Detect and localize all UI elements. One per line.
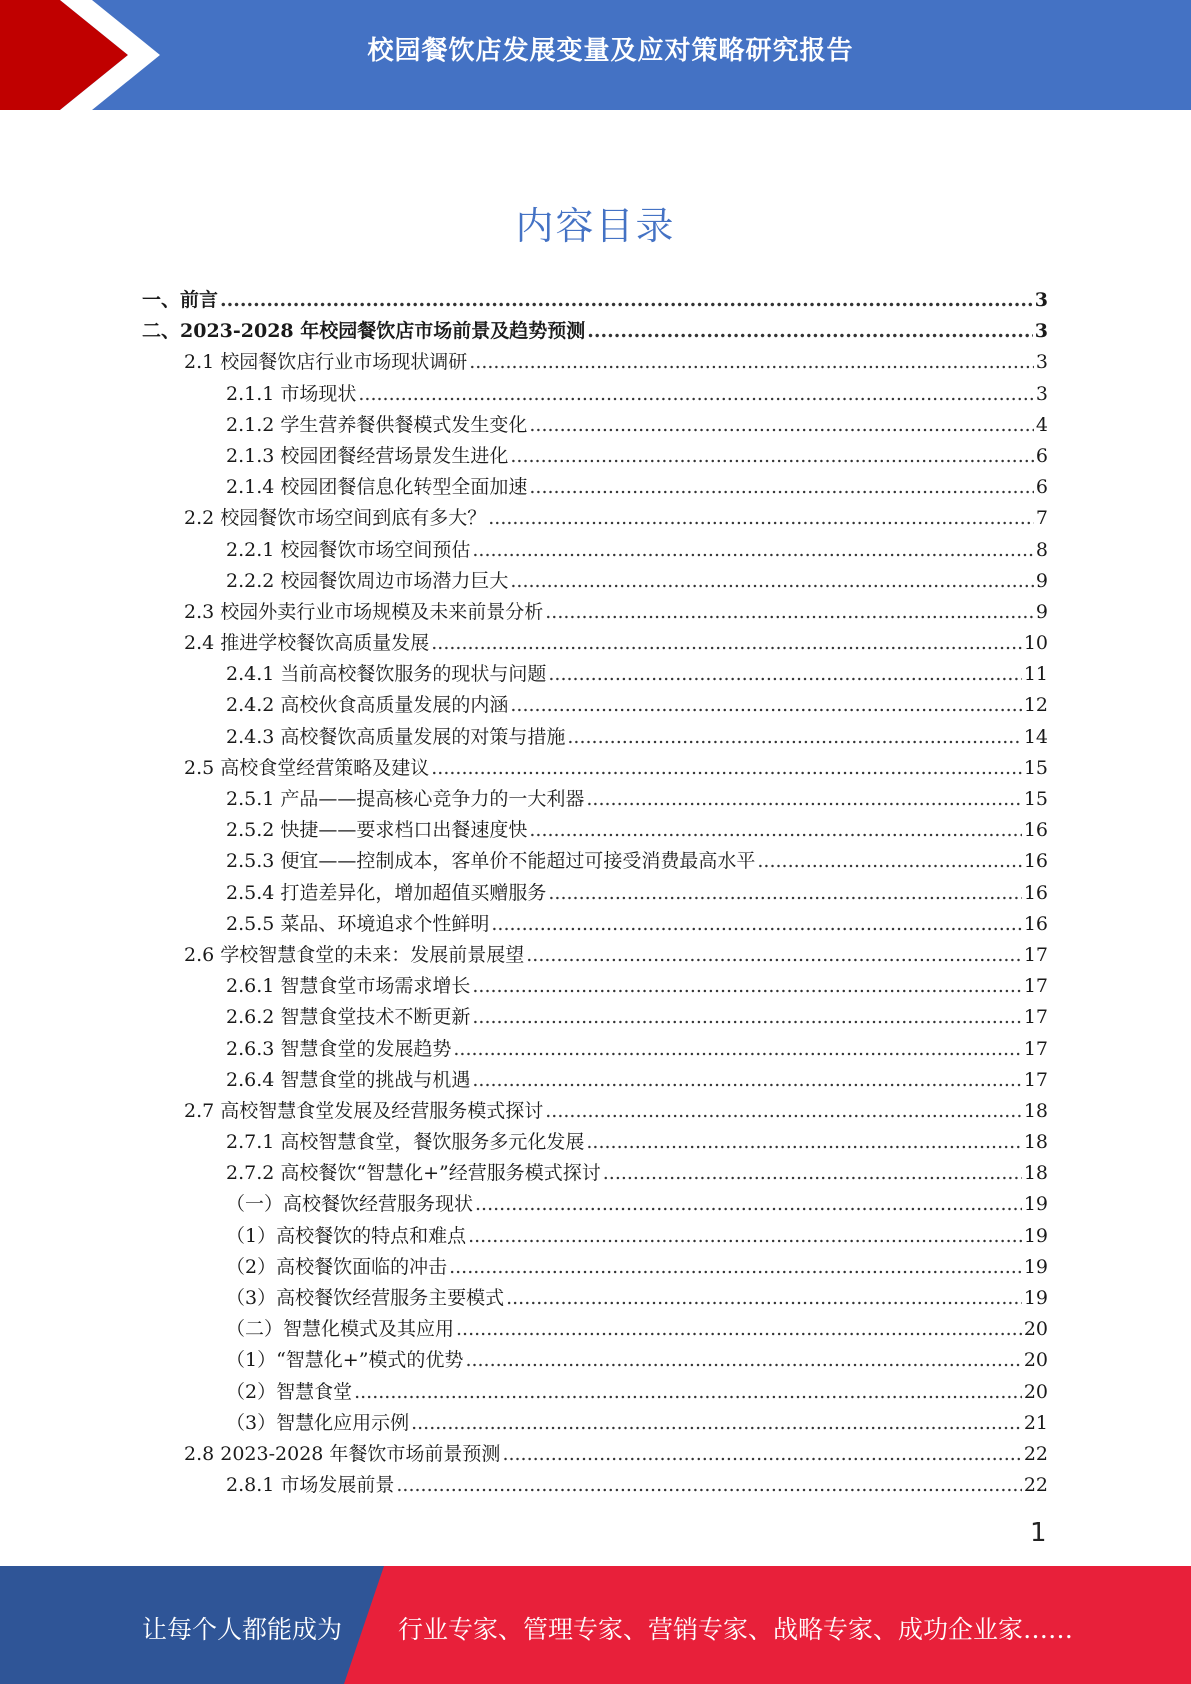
toc-entry-title: 2.1.3 校园团餐经营场景发生进化 (226, 444, 509, 467)
toc-entry-page: 20 (1023, 1318, 1048, 1341)
toc-dot-leader (472, 1069, 1021, 1091)
toc-entry-title: 2.1.1 市场现状 (226, 382, 357, 405)
toc-entry-page: 6 (1035, 444, 1048, 467)
toc-dot-leader (506, 1287, 1022, 1309)
toc-entry-page: 4 (1035, 413, 1048, 436)
toc-entry-page: 21 (1023, 1411, 1048, 1434)
toc-entry-title: 2.4 推进学校餐饮高质量发展 (184, 632, 430, 655)
toc-entry-title: 2.1.2 学生营养餐供餐模式发生变化 (226, 413, 528, 436)
toc-entry-page: 3 (1035, 382, 1048, 405)
toc-entry-page: 12 (1023, 694, 1048, 717)
toc-entry-title: 2.1 校园餐饮店行业市场现状调研 (184, 351, 468, 374)
toc-entry[interactable] (142, 909, 1048, 940)
toc-entry-title: 2.7.2 高校餐饮“智慧化+”经营服务模式探讨 (226, 1162, 601, 1185)
toc-dot-leader (220, 289, 1033, 311)
toc-entry-title: 2.4.3 高校餐饮高质量发展的对策与措施 (226, 725, 566, 748)
toc-dot-leader (396, 1474, 1021, 1496)
toc-entry[interactable] (142, 410, 1048, 441)
toc-entry-page: 17 (1023, 975, 1048, 998)
toc-entry-title: 2.5.3 便宜——控制成本，客单价不能超过可接受消费最高水平 (226, 850, 756, 873)
toc-entry-page: 3 (1035, 351, 1048, 374)
toc-entry[interactable] (142, 1189, 1048, 1220)
toc-dot-leader (449, 1256, 1022, 1278)
toc-entry[interactable] (142, 1096, 1048, 1127)
toc-dot-leader (468, 1225, 1022, 1247)
toc-entry-page: 18 (1023, 1099, 1048, 1122)
toc-entry-page: 16 (1023, 819, 1048, 842)
toc-entry-page: 19 (1023, 1255, 1048, 1278)
toc-entry-page: 10 (1023, 632, 1048, 655)
toc-entry[interactable] (142, 379, 1048, 410)
toc-entry-title: 2.6.2 智慧食堂技术不断更新 (226, 1006, 471, 1029)
toc-dot-leader (475, 1193, 1022, 1215)
toc-entry-page: 19 (1023, 1287, 1048, 1309)
toc-entry-page: 9 (1035, 569, 1048, 592)
toc-entry-title: 2.6.1 智慧食堂市场需求增长 (226, 975, 471, 998)
toc-entry[interactable] (142, 1345, 1048, 1376)
toc-dot-leader (510, 570, 1034, 592)
toc-entry-page: 8 (1035, 538, 1048, 561)
footer-slogan-right: 行业专家、管理专家、营销专家、战略专家、成功企业家…… (398, 1615, 1074, 1644)
toc-dot-leader (586, 788, 1021, 810)
toc-entry-title: 2.6 学校智慧食堂的未来：发展前景展望 (184, 943, 525, 966)
toc-entry[interactable] (142, 1065, 1048, 1096)
toc-entry-title: 2.6.4 智慧食堂的挑战与机遇 (226, 1068, 471, 1091)
toc-entry[interactable] (142, 316, 1048, 347)
footer-slogan-left: 让每个人都能成为 (142, 1615, 343, 1644)
toc-entry-page: 16 (1023, 912, 1048, 935)
toc-dot-leader (529, 819, 1021, 841)
toc-entry[interactable] (142, 1002, 1048, 1033)
toc-entry-page: 17 (1023, 1006, 1048, 1029)
toc-dot-leader (603, 1162, 1022, 1184)
toc-entry-title: 2.2 校园餐饮市场空间到底有多大？ (184, 507, 487, 530)
toc-entry[interactable] (142, 846, 1048, 877)
toc-entry-page: 22 (1023, 1442, 1048, 1465)
toc-entry[interactable] (142, 1252, 1048, 1283)
toc-entry-title: 2.4.2 高校伙食高质量发展的内涵 (226, 694, 509, 717)
toc-entry-title: （3）智慧化应用示例 (226, 1411, 410, 1434)
toc-entry[interactable] (142, 347, 1048, 378)
toc-dot-leader (456, 1318, 1022, 1340)
toc-dot-leader (472, 539, 1034, 561)
toc-entry-page: 17 (1023, 943, 1048, 966)
toc-entry-page: 14 (1023, 725, 1048, 748)
toc-entry[interactable] (142, 597, 1048, 628)
toc-entry[interactable] (142, 971, 1048, 1002)
toc-dot-leader (545, 1100, 1022, 1122)
toc-dot-leader (526, 944, 1022, 966)
toc-entry-title: 2.8 2023-2028 年餐饮市场前景预测 (184, 1442, 501, 1465)
toc-entry[interactable] (142, 566, 1048, 597)
toc-entry[interactable] (142, 1377, 1048, 1408)
toc-entry-title: 2.2.2 校园餐饮周边市场潜力巨大 (226, 569, 509, 592)
toc-entry[interactable] (142, 1470, 1048, 1501)
toc-dot-leader (354, 1381, 1022, 1403)
toc-dot-leader (431, 632, 1022, 654)
toc-entry[interactable] (142, 722, 1048, 753)
toc-entry-title: 二、2023-2028 年校园餐饮店市场前景及趋势预测 (142, 320, 586, 343)
toc-entry-title: 2.7 高校智慧食堂发展及经营服务模式探讨 (184, 1099, 544, 1122)
toc-dot-leader (491, 913, 1021, 935)
toc-entry-title: 2.5.1 产品——提高核心竞争力的一大利器 (226, 788, 585, 810)
table-of-contents (142, 285, 1048, 1501)
toc-entry-page: 20 (1023, 1380, 1048, 1403)
toc-entry[interactable] (142, 1034, 1048, 1065)
toc-dot-leader (529, 476, 1034, 498)
toc-dot-leader (510, 445, 1034, 467)
toc-dot-leader (358, 383, 1034, 405)
toc-dot-leader (472, 975, 1021, 997)
toc-entry-title: 2.8.1 市场发展前景 (226, 1474, 395, 1497)
toc-entry[interactable] (142, 1408, 1048, 1439)
toc-entry[interactable] (142, 285, 1048, 316)
toc-entry-page: 15 (1023, 756, 1048, 779)
toc-entry[interactable] (142, 659, 1048, 690)
toc-title: 内容目录 (515, 204, 676, 248)
toc-entry[interactable] (142, 1158, 1048, 1189)
toc-entry-page: 7 (1035, 507, 1048, 530)
page-footer (0, 1566, 1191, 1684)
toc-entry-title: （3）高校餐饮经营服务主要模式 (226, 1287, 505, 1309)
toc-dot-leader (548, 882, 1021, 904)
toc-dot-leader (411, 1412, 1022, 1434)
toc-entry-title: 2.3 校园外卖行业市场规模及未来前景分析 (184, 600, 544, 623)
toc-entry[interactable] (142, 940, 1048, 971)
toc-entry-page: 18 (1023, 1162, 1048, 1185)
toc-dot-leader (548, 663, 1021, 685)
toc-entry-title: （一）高校餐饮经营服务现状 (226, 1193, 474, 1216)
toc-entry-page: 9 (1035, 600, 1048, 623)
header-title: 校园餐饮店发展变量及应对策略研究报告 (367, 36, 854, 66)
toc-entry-page: 16 (1023, 850, 1048, 873)
toc-entry[interactable] (142, 503, 1048, 534)
toc-entry[interactable] (142, 472, 1048, 503)
toc-entry[interactable] (142, 1283, 1048, 1314)
toc-entry[interactable] (142, 753, 1048, 784)
toc-entry[interactable] (142, 1439, 1048, 1470)
toc-entry-page: 16 (1023, 881, 1048, 904)
toc-entry-page: 3 (1034, 289, 1048, 311)
toc-entry-page: 22 (1023, 1474, 1048, 1497)
toc-entry-title: 2.6.3 智慧食堂的发展趋势 (226, 1037, 452, 1060)
toc-entry-page: 15 (1023, 788, 1048, 810)
toc-entry-title: （1）高校餐饮的特点和难点 (226, 1224, 467, 1247)
toc-dot-leader (529, 414, 1034, 436)
toc-entry-page: 17 (1023, 1037, 1048, 1060)
toc-entry-page: 19 (1023, 1224, 1048, 1247)
toc-entry[interactable] (142, 535, 1048, 566)
toc-dot-leader (488, 507, 1034, 529)
toc-entry[interactable] (142, 628, 1048, 659)
toc-entry-page: 17 (1023, 1068, 1048, 1091)
toc-dot-leader (545, 601, 1034, 623)
toc-entry-title: 2.2.1 校园餐饮市场空间预估 (226, 538, 471, 561)
page-header (0, 0, 1191, 110)
toc-entry[interactable] (142, 1314, 1048, 1345)
toc-entry-title: 2.5 高校食堂经营策略及建议 (184, 756, 430, 779)
toc-entry[interactable] (142, 1127, 1048, 1158)
toc-dot-leader (431, 757, 1022, 779)
toc-entry-title: （2）高校餐饮面临的冲击 (226, 1255, 448, 1278)
toc-entry-title: 2.4.1 当前高校餐饮服务的现状与问题 (226, 663, 547, 686)
toc-entry-page: 18 (1023, 1131, 1048, 1154)
toc-dot-leader (502, 1443, 1021, 1465)
toc-dot-leader (587, 320, 1033, 342)
toc-entry[interactable] (142, 815, 1048, 846)
toc-entry-title: 2.5.5 菜品、环境追求个性鲜明 (226, 912, 490, 935)
toc-entry-page: 3 (1034, 320, 1048, 343)
toc-entry-title: （1）“智慧化+”模式的优势 (226, 1349, 464, 1372)
toc-entry[interactable] (142, 690, 1048, 721)
toc-entry-title: 2.1.4 校园团餐信息化转型全面加速 (226, 476, 528, 499)
toc-entry-title: 2.5.2 快捷——要求档口出餐速度快 (226, 819, 528, 842)
toc-entry-page: 20 (1023, 1349, 1048, 1372)
toc-entry-title: 2.7.1 高校智慧食堂，餐饮服务多元化发展 (226, 1131, 585, 1154)
toc-entry[interactable] (142, 878, 1048, 909)
toc-entry[interactable] (142, 1221, 1048, 1252)
toc-entry-page: 11 (1023, 663, 1048, 686)
toc-dot-leader (510, 694, 1021, 716)
toc-entry-title: 2.5.4 打造差异化，增加超值买赠服务 (226, 881, 547, 904)
toc-entry-title: 一、前言 (142, 289, 219, 311)
toc-dot-leader (586, 1131, 1021, 1153)
toc-entry-page: 19 (1023, 1193, 1048, 1216)
toc-entry-page: 6 (1035, 476, 1048, 499)
toc-dot-leader (472, 1006, 1021, 1028)
toc-entry[interactable] (142, 784, 1048, 815)
toc-dot-leader (757, 850, 1021, 872)
toc-dot-leader (567, 726, 1021, 748)
toc-entry-title: （2）智慧食堂 (226, 1380, 353, 1403)
toc-entry-title: （二）智慧化模式及其应用 (226, 1318, 455, 1341)
toc-dot-leader (453, 1038, 1021, 1060)
toc-entry[interactable] (142, 441, 1048, 472)
toc-dot-leader (469, 351, 1034, 373)
toc-dot-leader (465, 1349, 1021, 1371)
page-number: 1 (1030, 1518, 1047, 1548)
